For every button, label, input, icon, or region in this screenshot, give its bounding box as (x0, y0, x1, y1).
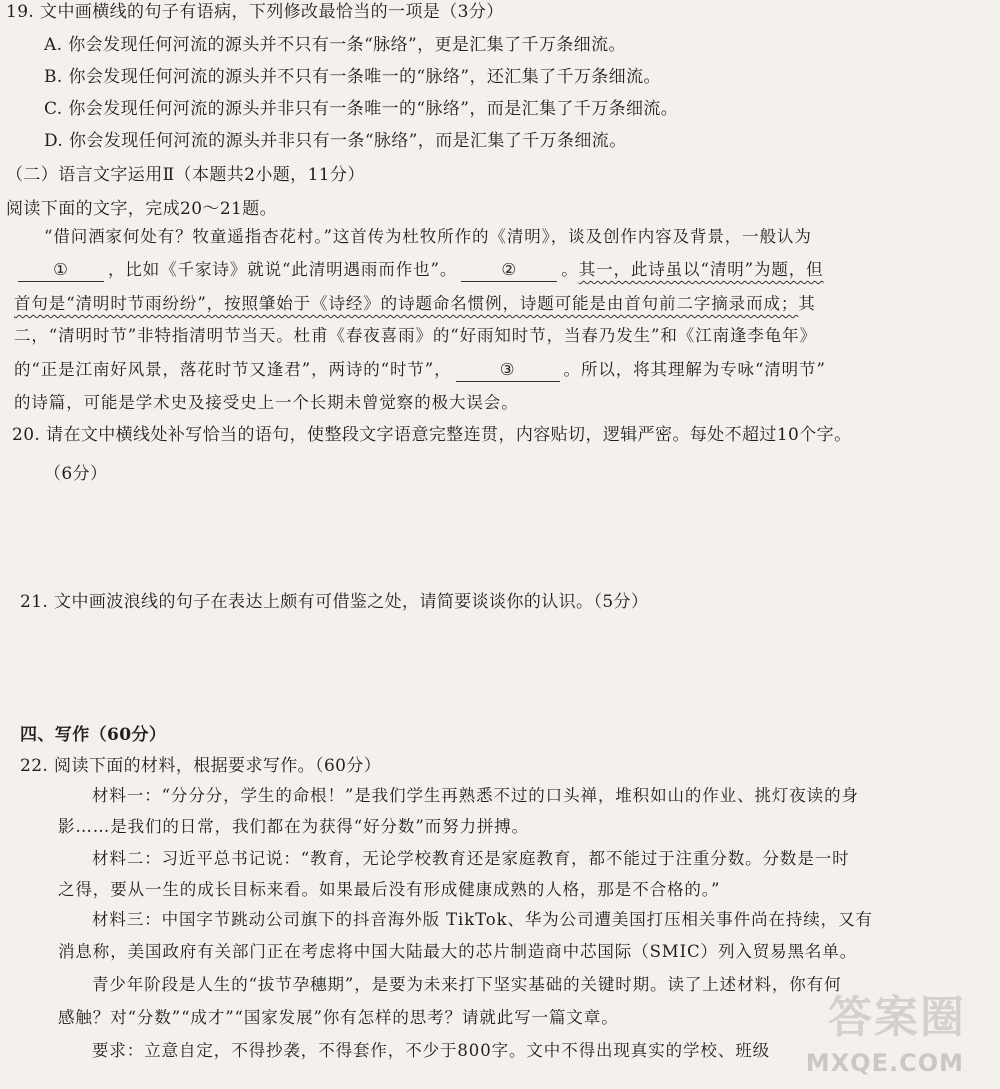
q19-option-c: C. 你会发现任何河流的源头并非只有一条唯一的“脉络”，而是汇集了千万条细流。 (44, 99, 679, 119)
passage-line-3 (14, 292, 816, 316)
blank-1[interactable]: ① (18, 259, 104, 282)
passage-line-5-end: 。所以，将其理解为专咏“清明节” (563, 360, 826, 379)
passage-line-2-end: 。 (561, 260, 579, 279)
passage-line-1: “借问酒家何处有？牧童遥指杏花村。”这首传为杜牧所作的《清明》，谈及创作内容及背景，一般认为 (44, 227, 812, 246)
passage-line-2 (14, 258, 824, 282)
section2-heading: （二）语言文字运用Ⅱ（本题共2小题，11分） (6, 165, 365, 185)
watermark-badge: 答案圈 (828, 992, 966, 1043)
watermark (756, 985, 986, 1085)
q20-stem: 20. 请在文中横线处补写恰当的语句，使整段文字语意完整连贯，内容贴切，逻辑严密。每处不超过10个字。 (12, 425, 852, 445)
material-3-line-1: 材料三：中国字节跳动公司旗下的抖音海外版 TikTok、华为公司遭美国打压相关事件尚在持续，又有 (92, 910, 873, 929)
prompt-line-2: 感触？对“分数”“成才”“国家发展”你有怎样的思考？请就此写一篇文章。 (58, 1008, 619, 1027)
passage-line-3-end: 其 (798, 294, 816, 313)
blank-2[interactable]: ② (461, 259, 557, 282)
prompt-line-1: 青少年阶段是人生的“拔节孕穗期”，是要为未来打下坚实基础的关键时期。读了上述材料，你有何 (92, 975, 842, 994)
section4-heading: 四、写作（60分） (20, 725, 167, 745)
q19-option-b: B. 你会发现任何河流的源头并不只有一条唯一的“脉络”，还汇集了千万条细流。 (44, 67, 661, 87)
watermark-site: MXQE.COM (805, 1049, 964, 1077)
passage-line-4: 二，“清明时节”非特指清明节当天。杜甫《春夜喜雨》的“好雨知时节，当春乃发生”和《江南逢李龟年》 (14, 326, 817, 345)
passage-line-6: 的诗篇，可能是学术史及接受史上一个长期未曾觉察的极大误会。 (14, 393, 519, 412)
wavy-sentence-part-1: 其一，此诗虽以“清明”为题，但 (578, 260, 824, 279)
q21-answer-area[interactable] (44, 625, 944, 720)
passage-line-5 (14, 358, 826, 382)
q20-score: （6分） (44, 464, 108, 484)
material-2-line-1: 材料二：习近平总书记说：“教育，无论学校教育还是家庭教育，都不能过于注重分数。分数是一时 (92, 849, 850, 868)
q22-stem: 22. 阅读下面的材料，根据要求写作。（60分） (20, 756, 382, 776)
q19-option-a: A. 你会发现任何河流的源头并不只有一条“脉络”，更是汇集了千万条细流。 (44, 35, 626, 55)
passage-line-5-start: 的“正是江南好风景，落花时节又逢君”，两诗的“时节”， (14, 360, 452, 379)
q19-stem: 19. 文中画横线的句子有语病，下列修改最恰当的一项是（3分） (6, 2, 504, 22)
q21-stem: 21. 文中画波浪线的句子在表达上颇有可借鉴之处，请简要谈谈你的认识。（5分） (20, 592, 649, 612)
material-3-line-2: 消息称，美国政府有关部门正在考虑将中国大陆最大的芯片制造商中芯国际（SMIC）列入贸易黑名单。 (58, 942, 858, 961)
blank-3[interactable]: ③ (456, 359, 560, 382)
material-1-line-1: 材料一：“分分分，学生的命根！”是我们学生再熟悉不过的口头禅，堆积如山的作业、挑灯夜读的身 (92, 786, 859, 805)
q20-answer-area[interactable] (44, 495, 944, 580)
section2-instruction: 阅读下面的文字，完成20～21题。 (6, 199, 278, 219)
q19-option-d: D. 你会发现任何河流的源头并非只有一条“脉络”，而是汇集了千万条细流。 (44, 131, 627, 151)
material-2-line-2: 之得，要从一生的成长目标来看。如果最后没有形成健康成熟的人格，那是不合格的。” (58, 880, 721, 899)
material-1-line-2: 影……是我们的日常，我们都在为获得“好分数”而努力拼搏。 (58, 817, 530, 836)
requirements-line: 要求：立意自定，不得抄袭，不得套作，不少于800字。文中不得出现真实的学校、班级 (92, 1041, 770, 1060)
wavy-sentence-part-2: 首句是“清明时节雨纷纷”，按照肇始于《诗经》的诗题命名惯例，诗题可能是由首句前二字摘录而成； (14, 294, 799, 313)
passage-line-2-mid: ，比如《千家诗》就说“此清明遇雨而作也”。 (108, 260, 458, 279)
